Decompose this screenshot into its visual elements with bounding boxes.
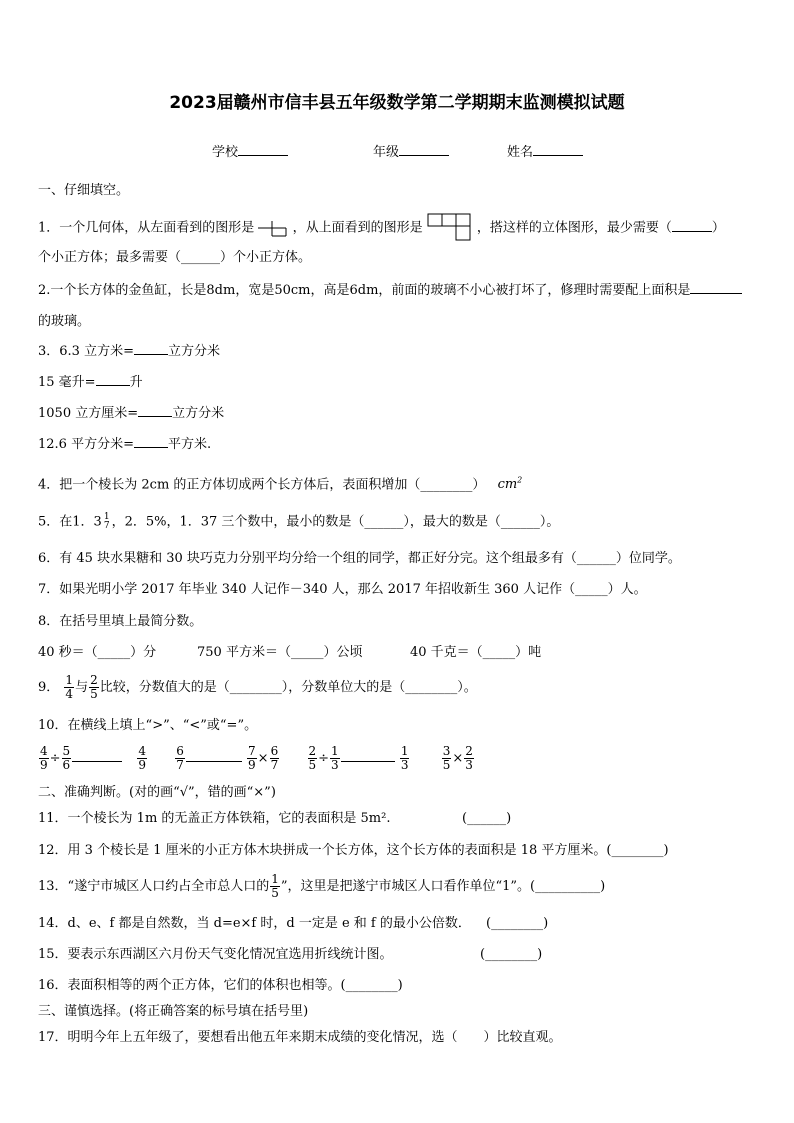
q10-e2-c — [247, 745, 257, 772]
q10-e2-dd: 7 — [270, 758, 279, 772]
q10-e2-a — [175, 745, 185, 772]
q10-e4-a — [442, 745, 452, 772]
q10-e3-cd: 3 — [400, 758, 409, 772]
q9-f2-num: 2 — [90, 673, 98, 687]
question-3d — [38, 437, 211, 453]
page-title: 2023届赣州市信丰县五年级数学第二学期期末监测模拟试题 — [169, 93, 625, 113]
question-16: 16．表面积相等的两个正方体，它们的体积也相等。(________) — [38, 978, 403, 993]
q4-unit-sup: 2 — [517, 476, 523, 485]
q10-e4-ad: 5 — [442, 758, 451, 772]
q10-e4-an: 3 — [442, 744, 451, 758]
question-8a: 40 秒＝（_____）分 — [38, 645, 157, 660]
question-8c: 40 千克＝（_____）吨 — [410, 645, 542, 660]
q10-e2-cd: 9 — [248, 758, 256, 772]
q10-e3-a — [308, 745, 318, 772]
q1-text-c: ，搭这样的立体图形，最少需要（ — [476, 220, 672, 236]
q10-e1-a — [39, 745, 49, 772]
q10-e1-bn: 5 — [62, 744, 71, 758]
question-2 — [38, 283, 742, 299]
q10-e4-op: × — [452, 751, 464, 766]
q10-e1-op: ÷ — [49, 751, 61, 766]
q10-e1-b — [62, 745, 72, 772]
section-heading-3: 三、谨慎选择。(将正确答案的标号填在括号里) — [38, 1004, 309, 1019]
left-view-grid-icon — [258, 219, 288, 237]
q4-text: 4．把一个棱长为 2cm 的正方体切成两个长方体后，表面积增加（________） — [38, 477, 486, 493]
q9-num: 9． — [38, 680, 60, 695]
q5-frac-num: 1 — [103, 512, 110, 522]
question-14: 14．d、e、f 都是自然数，当 d=e×f 时，d 一定是 e 和 f 的最小公倍数． — [38, 916, 471, 931]
name-label: 姓名 — [507, 145, 534, 160]
q13-frac-num: 1 — [271, 872, 279, 886]
question-8: 8．在括号里填上最简分数。 — [38, 614, 203, 629]
grade-field — [373, 141, 449, 160]
q3c-unit: 立方分米 — [172, 406, 225, 421]
q10-e1-ad: 9 — [40, 758, 48, 772]
section-heading: 一、仔细填空。 — [38, 183, 130, 198]
question-11: 11．一个棱长为 1m 的无盖正方体铁箱，它的表面积是 5m². — [38, 811, 391, 826]
q10-e3-op: ÷ — [318, 751, 330, 766]
question-2-line2: 的玻璃。 — [38, 314, 91, 329]
q10-e4-bn: 2 — [465, 744, 473, 758]
q1-text-b: ，从上面看到的图形是 — [292, 220, 423, 236]
name-field — [507, 141, 583, 160]
q3c-text: 1050 立方厘米= — [38, 406, 139, 421]
question-10-expressions — [38, 745, 475, 772]
question-12: 12．用 3 个棱长是 1 厘米的小正方体木块拼成一个长方体，这个长方体的表面积是 18 平方厘米。(________) — [38, 843, 669, 858]
grade-label: 年级 — [373, 145, 400, 160]
q3b-blank[interactable] — [96, 385, 130, 386]
question-7: 7．如果光明小学 2017 年毕业 340 人记作－340 人，那么 2017 年招收新生 360 人记作（_____）人。 — [38, 582, 647, 597]
q13-text-a: 13．“遂宁市城区人口约占全市总人口的 — [38, 879, 270, 894]
q3a-unit: 立方分米 — [167, 344, 220, 359]
q10-e2-op: × — [257, 751, 269, 766]
q2-blank[interactable] — [690, 293, 742, 294]
q9-text: 比较，分数值大的是（________），分数单位大的是（________）。 — [99, 680, 477, 695]
q10-e2-an: 6 — [176, 744, 184, 758]
q5-frac-den: 7 — [103, 521, 110, 531]
q9-mid: 与 — [75, 680, 89, 695]
q10-e3-bn: 1 — [331, 744, 339, 758]
question-17: 17．明明今年上五年级了，要想看出他五年来期末成绩的变化情况，选（ ）比较直观。 — [38, 1030, 562, 1045]
section-heading-2: 二、准确判断。(对的画“√”，错的画“×”) — [38, 785, 276, 800]
q10-e1-cd: 9 — [138, 758, 146, 772]
q10-e2-d — [270, 745, 280, 772]
school-label: 学校 — [212, 145, 239, 160]
q3b-unit: 升 — [129, 375, 143, 390]
q10-e1-blank[interactable] — [72, 761, 122, 762]
question-3c — [38, 406, 224, 422]
q10-e2-dn: 6 — [270, 744, 279, 758]
question-3a — [38, 344, 220, 360]
q10-e1-c — [137, 745, 147, 772]
q9-fraction-2 — [89, 674, 99, 701]
q13-text-b: ”，这里是把遂宁市城区人口看作单位“1”。(__________) — [280, 879, 606, 894]
q4-unit-text: cm — [497, 477, 518, 493]
q5-text-b: ，2．5%，1．37 三个数中，最小的数是（______），最大的数是（______）。 — [111, 514, 560, 530]
q10-e3-c — [400, 745, 410, 772]
q10-e1-cn: 4 — [138, 744, 146, 758]
q9-f1-den: 4 — [65, 687, 74, 701]
q10-e1-bd: 6 — [62, 758, 71, 772]
q9-f2-den: 5 — [90, 687, 98, 701]
q10-e2-ad: 7 — [176, 758, 184, 772]
q10-e2-blank[interactable] — [186, 761, 242, 762]
q9-fraction-1 — [64, 674, 74, 701]
q10-e2-cn: 7 — [248, 744, 256, 758]
question-8b: 750 平方米＝（_____）公顷 — [197, 645, 363, 660]
q10-e4-bd: 3 — [465, 758, 473, 772]
q5-fraction — [103, 513, 111, 531]
name-blank[interactable] — [533, 155, 583, 156]
q3b-text: 15 毫升= — [38, 375, 96, 390]
q10-e1-an: 4 — [40, 744, 48, 758]
q1-blank-min[interactable] — [672, 231, 712, 232]
question-5 — [38, 513, 559, 531]
top-view-grid-icon — [427, 213, 473, 243]
question-10: 10．在横线上填上“>”、“<”或“=”。 — [38, 718, 258, 733]
q3d-unit: 平方米. — [167, 437, 212, 452]
question-6: 6．有 45 块水果糖和 30 块巧克力分别平均分给一个组的同学，都正好分完。这个组最多有（______）位同学。 — [38, 551, 681, 566]
grade-blank[interactable] — [399, 155, 449, 156]
q10-e3-blank[interactable] — [341, 761, 395, 762]
question-9 — [38, 674, 477, 701]
q4-unit — [498, 477, 523, 492]
q10-e3-bd: 3 — [331, 758, 339, 772]
question-4 — [38, 473, 522, 493]
q1-text-a: 1．一个几何体，从左面看到的图形是 — [38, 220, 255, 236]
q9-f1-num: 1 — [65, 673, 74, 687]
q13-fraction — [270, 873, 280, 900]
question-15-answer[interactable]: (________) — [480, 947, 543, 962]
question-11-answer[interactable]: (______) — [462, 811, 512, 826]
school-blank[interactable] — [238, 155, 288, 156]
q13-frac-den: 5 — [271, 886, 279, 900]
question-1 — [38, 213, 725, 243]
q2-text: 2.一个长方体的金鱼缸，长是8dm，宽是50cm，高是6dm，前面的玻璃不小心被打坏了，修理时需要配上面积是 — [38, 283, 691, 298]
q10-e4-b — [464, 745, 474, 772]
q1-text-d: ） — [711, 220, 725, 236]
q3a-text: 3．6.3 立方米= — [38, 344, 134, 359]
q3c-blank[interactable] — [138, 416, 172, 417]
q10-e3-an: 2 — [308, 744, 317, 758]
question-1-line2: 个小正方体；最多需要（______）个小正方体。 — [38, 250, 312, 265]
q3d-blank[interactable] — [134, 447, 168, 448]
q3a-blank[interactable] — [134, 354, 168, 355]
q10-e3-ad: 5 — [308, 758, 317, 772]
q5-text-a: 5．在1．3 — [38, 514, 102, 530]
question-13 — [38, 873, 605, 900]
q10-e3-cn: 1 — [400, 744, 409, 758]
question-3b — [38, 375, 143, 391]
question-15: 15．要表示东西湖区六月份天气变化情况宜选用折线统计图。 — [38, 947, 393, 962]
school-field — [212, 141, 288, 160]
q3d-text: 12.6 平方分米= — [38, 437, 134, 452]
q10-e3-b — [330, 745, 340, 772]
question-14-answer[interactable]: (________) — [486, 916, 549, 931]
